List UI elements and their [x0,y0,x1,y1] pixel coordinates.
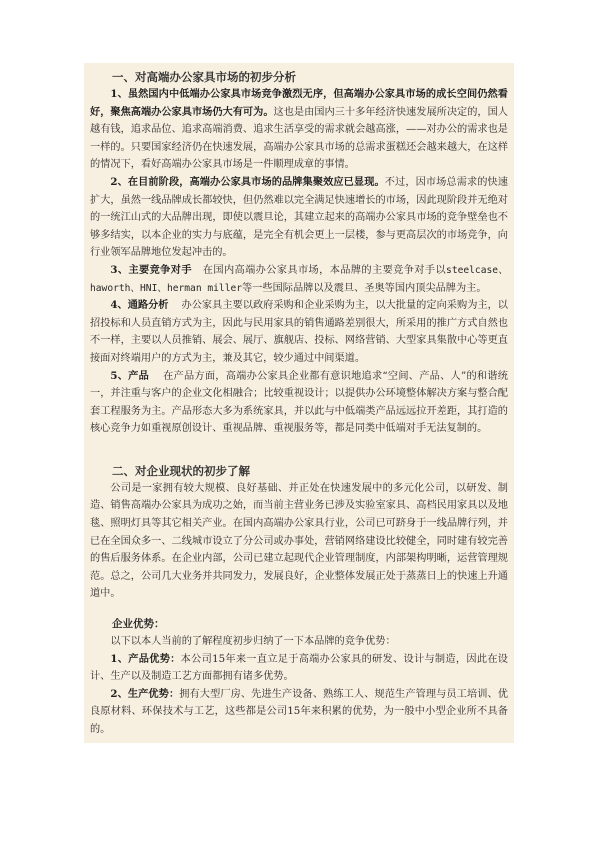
spacer [90,438,508,462]
section1-item1-text: 这也是由国内三十多年经济快速发展所决定的，国人越有钱，追求品位、追求高端消费、追求生活享受的需求就会越高涨，——对办公的需求也是一样的。只要国家经济仍在快速发展，高端办公家具市场的总需求蛋糕还会越来越大，在这样的情况下，看好高端办公家具市场是一件顺理成章的事情。 [90,106,508,171]
advantages-item2 [90,686,508,739]
section1-item2 [90,174,508,262]
section1-item1 [90,86,508,174]
section2-heading: 二、对企业现状的初步了解 [112,463,250,478]
section2-paragraph: 公司是一家拥有较大规模、良好基础、并正处在快速发展中的多元化公司，以研发、制造、销售高端办公家具为成功之始，而当前主营业务已涉及实验室家具、高档民用家具以及地毯、照明灯具等其它相关产业。在国内高端办公家具行业，公司已可跻身于一线品牌行列，并已在全国众多一、二线城市设立了分公司或办事处，营销网络建设比较健全，同时建有较完善的售后服务体系。在企业内部，公司已建立起现代企业管理制度，内部架构明晰，运营管理规范。总之，公司几大业务并共同发力，发展良好，企业整体发展正处于蒸蒸日上的快速上升通道中。 [90,482,508,600]
spacer [90,603,508,615]
section1-heading: 一、对高端办公家具市场的初步分析 [112,70,296,84]
advantages-title: 企业优势： [112,618,165,631]
advantages-item1-bold: 1、产品优势： [110,652,181,665]
section1-item5-bold: 5、产品 [110,369,150,382]
advantages-item2-text: 拥有大型厂房、先进生产设备、熟练工人、规范生产管理与员工培训、优良原材料、环保技术与工艺，这些都是公司15年来积累的优势，为一般中小型企业所不具备的。 [90,688,508,735]
section1-item4-bold: 4、通路分析 [110,299,169,312]
section1-item4 [90,297,508,367]
section1-item3 [90,262,508,297]
section1-item1-bold: 1、虽然国内中低端办公家具市场竞争激烈无序，但高端办公家具市场的成长空间仍然看好，聚焦高端办公家具市场仍大有可为。 [90,88,508,118]
document-body [90,68,508,739]
competitor-list: steelcase、haworth、HNI、herman miller [90,264,509,294]
section1-item5 [90,368,508,438]
section1-item2-bold: 2、在目前阶段，高端办公家具市场的品牌集聚效应已显现。 [110,175,385,188]
section1-item3-text-b: 等一些国际品牌以及震旦、圣奥等国内顶尖品牌为主。 [242,282,487,294]
section1-item3-text-a: 在国内高端办公家具市场，本品牌的主要竞争对手以 [202,264,447,276]
section1-item5-text: 在产品方面，高端办公家具企业都有意识地追求“空间、产品、人”的和谐统一，并注重与客户的企业文化相融合；比较重视设计；以提供办公环境整体解决方案与整合配套工程服务为主。产品形态大多为系统家具，并以此与中低端类产品远远拉开差距，其打造的核心竞争力如重视原创设计、重视品牌、重视服务等，都是同类中低端对手无法复制的。 [90,370,508,435]
advantages-item1-text: 本公司15年来一直立足于高端办公家具的研发、设计与制造，因此在设计、生产以及制造工艺方面都拥有诸多优势。 [90,653,508,683]
section1-item4-text: 办公家具主要以政府采购和企业采购为主，以大批量的定向采购为主，以招投标和人员直销方式为主，因此与民用家具的销售通路差别很大，所采用的推广方式自然也不一样，主要以人员推销、展会、展厅、旗舰店、投标、网络营销、大型家具集散中心等更直接面对终端用户的方式为主，兼及其它，较少通过中间渠道。 [90,300,508,364]
section1-item3-bold: 3、主要竞争对手 [110,263,192,276]
advantages-item2-bold: 2、生产优势： [110,687,180,700]
advantages-item1 [90,651,508,686]
advantages-intro: 以下以本人当前的了解程度初步归纳了一下本品牌的竞争优势： [110,636,396,648]
section1-item2-text: 不过，因市场总需求的快速扩大，虽然一线品牌成长都较快，但仍然难以完全满足快速增长的市场，因此现阶段并无绝对的一统江山式的大品牌出现，即使以震旦论，其建立起来的高端办公家具市场的竞争壁垒也不够多结实，以本企业的实力与底蕴，是完全有机会更上一层楼，参与更高层次的市场竞争，向行业领军品牌地位发起冲击的。 [90,176,508,259]
